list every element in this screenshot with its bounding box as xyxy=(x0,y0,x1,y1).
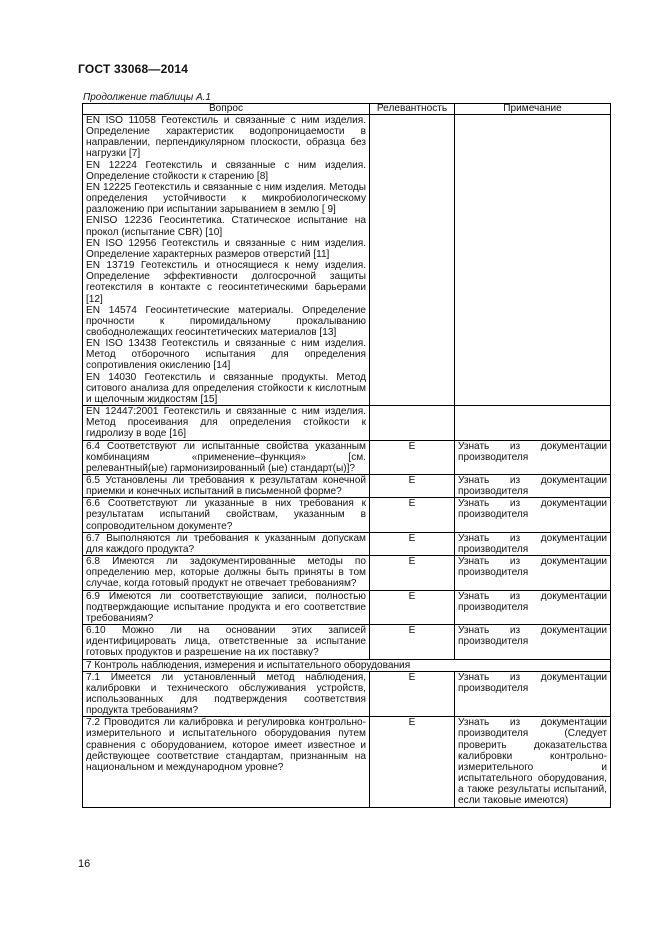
question-cell xyxy=(83,717,370,807)
question-text: 6.7 Выполняются ли требования к указанным допускам для каждого продукта? xyxy=(86,532,366,555)
note-cell: Узнать из документации производителя xyxy=(455,532,611,555)
question-text: 6.8 Имеются ли задокументированные методы по определению мер, которые должны быть приняты в том случае, когда готовый продукт не отвечает требованиям? xyxy=(86,556,366,590)
table-caption: Продолжение таблицы А.1 xyxy=(83,92,211,103)
question-text: EN ISO 12956 Геотекстиль и связанные с ним изделия. Определение характерных размеров отверстий [11] xyxy=(86,237,366,260)
note-cell: Узнать из документации производителя xyxy=(455,498,611,532)
question-text: EN 12447:2001 Геотекстиль и связанные с ним изделия. Метод просеивания для определения стойкости к гидролизу в воде [16] xyxy=(86,406,366,440)
relevance-cell xyxy=(370,406,455,440)
question-cell xyxy=(83,475,370,498)
table-row xyxy=(83,440,611,474)
relevance-cell xyxy=(370,115,455,406)
question-cell xyxy=(83,440,370,474)
relevance-cell: E xyxy=(370,475,455,498)
column-header-note: Примечание xyxy=(455,104,611,115)
relevance-cell: E xyxy=(370,590,455,624)
question-text: EN 13719 Геотекстиль и относящиеся к нему изделия. Определение эффективности долгосрочной защиты геотекстиля в контакте с геосинтетическими барьерами [12] xyxy=(86,260,366,305)
relevance-cell: E xyxy=(370,671,455,717)
table-row xyxy=(83,498,611,532)
table-row xyxy=(83,671,611,717)
table-row xyxy=(83,625,611,659)
section-heading: 7 Контроль наблюдения, измерения и испытательного оборудования xyxy=(83,659,611,671)
note-cell xyxy=(455,406,611,440)
question-cell xyxy=(83,625,370,659)
question-text: 6.10 Можно ли на основании этих записей идентифицировать лица, ответственные за испытание готовых продуктов и разрешение на их поставку? xyxy=(86,625,366,659)
question-text: EN 14574 Геосинтетические материалы. Определение прочности к пиромидальному прокалыванию свободнолежащих геосинтетических материалов [13] xyxy=(86,304,366,338)
relevance-cell: E xyxy=(370,556,455,590)
question-text: EN ISO 13438 Геотекстиль и связанные с ним изделия. Метод отборочного испытания для определения сопротивления окислению [14] xyxy=(86,338,366,372)
table-header-row xyxy=(83,104,611,115)
relevance-cell: E xyxy=(370,717,455,807)
question-text: 6.5 Установлены ли требования к результатам конечной приемки и конечных испытаний в письменной форме? xyxy=(86,475,366,498)
column-header-question: Вопрос xyxy=(83,104,370,115)
question-cell xyxy=(83,671,370,717)
relevance-cell: E xyxy=(370,498,455,532)
table-row xyxy=(83,406,611,440)
note-cell xyxy=(455,115,611,406)
question-text: EN 12224 Геотекстиль и связанные с ним изделия. Определение стойкости к старению [8] xyxy=(86,159,366,182)
question-cell xyxy=(83,115,370,406)
question-text: 7.2 Проводится ли калибровка и регулировка контрольно-измерительного и испытательного оборудования путем сравнения с оборудованием, которое имеет известное и действующее соответствие стандартам, признанным на национальном и международном уровне? xyxy=(86,717,366,773)
table-row xyxy=(83,717,611,807)
relevance-cell: E xyxy=(370,532,455,555)
note-cell: Узнать из документации производителя xyxy=(455,556,611,590)
note-cell: Узнать из документации производителя xyxy=(455,475,611,498)
question-text: 7.1 Имеется ли установленный метод наблюдения, калибровки и технического обслуживания устройств, использованных для подтверждения соответствия продукта требованиям? xyxy=(86,671,366,717)
note-cell: Узнать из документации производителя xyxy=(455,671,611,717)
question-text: EN 12225 Геотекстиль и связанные с ним изделия. Методы определения устойчивости к микробиологическому разложению при испытании зарыванием в землю [ 9] xyxy=(86,181,366,216)
relevance-cell: E xyxy=(370,440,455,474)
question-cell xyxy=(83,590,370,624)
page-number: 16 xyxy=(78,858,91,870)
table-row xyxy=(83,590,611,624)
question-text: 6.6 Соответствуют ли указанные в них требования к результатам испытаний свойствам, указанным в сопроводительном документе? xyxy=(86,498,366,532)
column-header-relevance: Релевантность xyxy=(370,104,455,115)
section-row xyxy=(83,659,611,671)
note-cell: Узнать из документации производителя xyxy=(455,440,611,474)
question-text: EN 14030 Геотекстиль и связанные продукты. Метод ситового анализа для определения стойкости к кислотным и щелочным жидкостям [15] xyxy=(86,371,366,405)
question-cell xyxy=(83,498,370,532)
table-row xyxy=(83,556,611,590)
note-cell: Узнать из документации производителя xyxy=(455,590,611,624)
note-cell: Узнать из документации производителя xyxy=(455,625,611,659)
table-row xyxy=(83,115,611,406)
question-text: 6.9 Имеются ли соответствующие записи, полностью подтверждающие испытание продукта и его соответствие требованиям? xyxy=(86,590,366,624)
question-cell xyxy=(83,532,370,555)
table-body xyxy=(83,115,611,808)
table-row xyxy=(83,475,611,498)
checklist-table xyxy=(82,103,611,808)
question-cell xyxy=(83,556,370,590)
question-cell xyxy=(83,406,370,440)
question-text: ENISO 12236 Геосинтетика. Статическое испытание на прокол (испытание CBR) [10] xyxy=(86,215,366,238)
table-row xyxy=(83,532,611,555)
question-text: 6.4 Соответствуют ли испытанные свойства указанным комбинациям «применение–функция» [см. релевантный(ые) гармонизированный (ые) стандарт(ы)]? xyxy=(86,440,366,474)
note-cell: Узнать из документации производителя (Следует проверить доказательства калибровки контрольно-измерительного и испытательного оборудования, а также результаты испытаний, если таковые имеются) xyxy=(455,717,611,807)
relevance-cell: E xyxy=(370,625,455,659)
question-text: EN ISO 11058 Геотекстиль и связанные с ним изделия. Определение характеристик водопроницаемости в направлении, перпендикулярном плоскости, образца без нагрузки [7] xyxy=(86,115,366,160)
page-header: ГОСТ 33068—2014 xyxy=(78,62,189,76)
